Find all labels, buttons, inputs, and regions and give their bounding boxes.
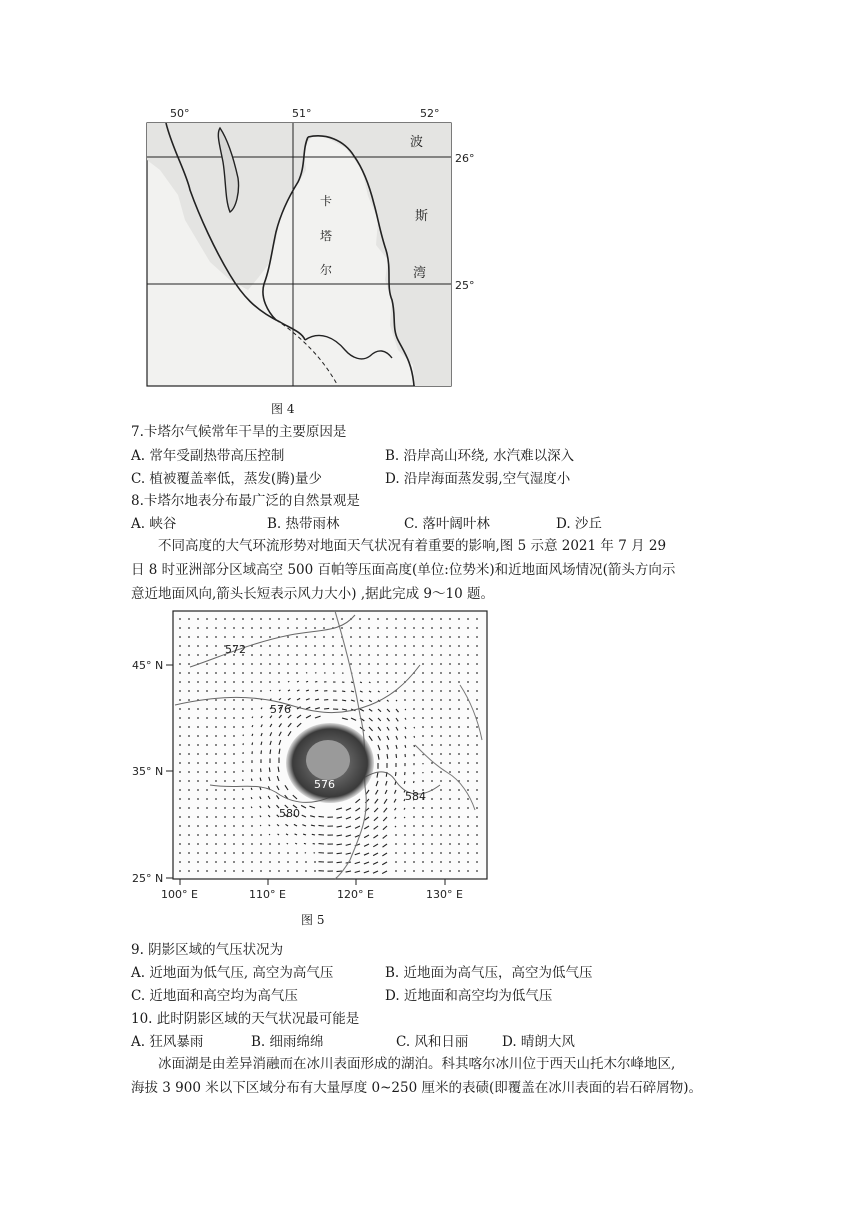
fig5-lon-label: 110° E [249, 888, 286, 901]
fig4-lat-label: 25° [455, 279, 475, 292]
fig5-intro-line: 日 8 时亚洲部分区域高空 500 百帕等压面高度(单位:位势米)和近地面风场情况(箭头方向示 [131, 562, 676, 578]
q9-option-d: D. 近地面和高空均为低气压 [385, 988, 553, 1004]
q7-option-a: A. 常年受副热带高压控制 [131, 448, 285, 464]
q8-option-a: A. 峡谷 [131, 516, 177, 532]
q9-option-a: A. 近地面为低气压, 高空为高气压 [131, 965, 334, 981]
q7-option-b: B. 沿岸高山环绕, 水汽难以深入 [385, 448, 575, 464]
fig5-contour-label: 584 [405, 790, 426, 803]
fig4-country-char: 卡 [320, 194, 333, 208]
q9-option-c: C. 近地面和高空均为高气压 [131, 988, 298, 1004]
glacier-intro-line: 海拔 3 900 米以下区域分布有大量厚度 0~250 厘米的表碛(即覆盖在冰川表面的岩石碎屑物)。 [131, 1080, 703, 1096]
figure-5-map [130, 605, 500, 905]
fig5-intro-paragraph [131, 534, 741, 606]
fig4-lon-label: 52° [420, 107, 440, 120]
fig5-lon-label: 130° E [426, 888, 463, 901]
fig4-caption: 图 4 [271, 402, 295, 416]
q10-option-d: D. 晴朗大风 [502, 1034, 575, 1050]
fig4-lon-label: 50° [170, 107, 190, 120]
fig5-contour-label: 576 [314, 778, 335, 791]
q7-option-d: D. 沿岸海面蒸发弱,空气湿度小 [385, 471, 571, 487]
fig4-country-char: 尔 [320, 263, 333, 277]
fig5-lat-label: 45° N [132, 659, 164, 672]
question-8-stem: 8.卡塔尔地表分布最广泛的自然景观是 [131, 493, 360, 509]
fig5-caption: 图 5 [301, 913, 325, 927]
q10-option-a: A. 狂风暴雨 [131, 1034, 204, 1050]
question-10-stem: 10. 此时阴影区域的天气状况最可能是 [131, 1011, 360, 1027]
fig5-contour-label: 572 [225, 643, 246, 656]
fig4-lat-label: 26° [455, 152, 475, 165]
question-7-stem: 7.卡塔尔气候常年干旱的主要原因是 [131, 424, 347, 440]
q7-option-c: C. 植被覆盖率低，蒸发(腾)量少 [131, 471, 322, 487]
q8-option-c: C. 落叶阔叶林 [404, 516, 490, 532]
q8-option-b: B. 热带雨林 [267, 516, 340, 532]
question-9-stem: 9. 阴影区域的气压状况为 [131, 942, 284, 958]
fig4-sea-char: 湾 [413, 266, 427, 281]
fig5-lon-label: 100° E [161, 888, 198, 901]
fig5-intro-line: 不同高度的大气环流形势对地面天气状况有着重要的影响,图 5 示意 2021 年 7 月 29 [158, 538, 667, 554]
q10-option-b: B. 细雨绵绵 [251, 1034, 324, 1050]
fig5-lat-label: 35° N [132, 765, 164, 778]
figure-4-map [130, 100, 490, 400]
fig4-sea-char: 斯 [415, 209, 429, 224]
glacier-intro-line: 冰面湖是由差异消融而在冰川表面形成的湖泊。科其喀尔冰川位于西天山托木尔峰地区, [158, 1056, 676, 1072]
q10-option-c: C. 风和日丽 [396, 1034, 469, 1050]
fig5-lat-label: 25° N [132, 872, 164, 885]
fig4-lon-label: 51° [292, 107, 312, 120]
fig4-sea-char: 波 [410, 135, 424, 150]
q9-option-b: B. 近地面为高气压，高空为低气压 [385, 965, 593, 981]
q8-option-d: D. 沙丘 [556, 516, 602, 532]
fig5-contour-label: 576 [270, 703, 291, 716]
fig5-intro-line: 意近地面风向,箭头长短表示风力大小) ,据此完成 9～10 题。 [131, 586, 494, 602]
glacier-intro-paragraph [131, 1052, 741, 1100]
fig5-contour-label: 580 [279, 807, 300, 820]
fig5-lon-label: 120° E [337, 888, 374, 901]
fig4-country-char: 塔 [320, 229, 333, 243]
